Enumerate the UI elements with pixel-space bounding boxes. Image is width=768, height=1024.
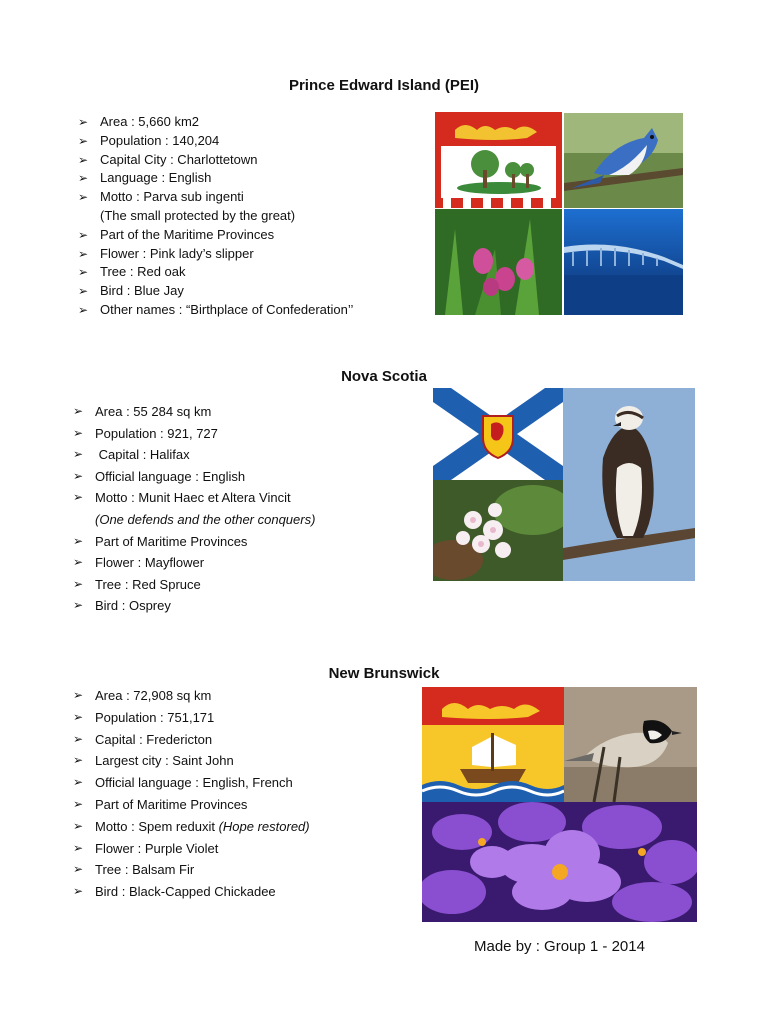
- chickadee-image: [564, 687, 697, 802]
- list-item: ➢ Largest city : Saint John: [73, 750, 310, 772]
- purple-violet-image: [422, 802, 697, 922]
- bullet-arrow-icon: ➢: [73, 796, 84, 811]
- list-item: ➢ Motto : Munit Haec et Altera Vincit: [73, 487, 315, 509]
- bullet-arrow-icon: ➢: [73, 862, 84, 877]
- list-item: ➢ Population : 140,204: [78, 132, 353, 151]
- bullet-arrow-icon: ➢: [73, 533, 84, 548]
- list-item: ➢ Area : 55 284 sq km: [73, 401, 315, 423]
- list-item: ➢ Population : 921, 727: [73, 423, 315, 445]
- list-item: ➢ Bird : Black-Capped Chickadee: [73, 881, 310, 903]
- list-item: ➢ Area : 72,908 sq km: [73, 685, 310, 707]
- list-item: ➢ Area : 5,660 km2: [78, 113, 353, 132]
- list-item: ➢ Flower : Purple Violet: [73, 838, 310, 860]
- bullet-arrow-icon: ➢: [73, 425, 84, 440]
- bullet-arrow-icon: ➢: [78, 265, 89, 280]
- bullet-arrow-icon: ➢: [73, 576, 84, 591]
- bullet-arrow-icon: ➢: [73, 468, 84, 483]
- bullet-arrow-icon: ➢: [78, 152, 89, 167]
- list-item: ➢ Part of Maritime Provinces: [73, 794, 310, 816]
- bullet-arrow-icon: ➢: [73, 709, 84, 724]
- list-item: ➢ Flower : Mayflower: [73, 552, 315, 574]
- list-item: (The small protected by the great): [100, 207, 296, 223]
- bullet-arrow-icon: ➢: [73, 555, 84, 570]
- bullet-arrow-icon: ➢: [78, 190, 89, 205]
- bullet-arrow-icon: ➢: [73, 447, 84, 462]
- osprey-image: [563, 388, 695, 581]
- bullet-arrow-icon: ➢: [78, 133, 89, 148]
- nova-scotia-title: Nova Scotia: [341, 368, 427, 385]
- list-item: ➢ Language : English: [78, 169, 353, 188]
- bullet-arrow-icon: ➢: [73, 840, 84, 855]
- confederation-bridge-image: [564, 209, 683, 315]
- bullet-arrow-icon: ➢: [73, 818, 84, 833]
- bullet-arrow-icon: ➢: [78, 171, 89, 186]
- bullet-arrow-icon: ➢: [73, 490, 84, 505]
- bullet-arrow-icon: ➢: [73, 884, 84, 899]
- list-item: ➢ Part of Maritime Provinces: [73, 531, 315, 553]
- bullet-arrow-icon: ➢: [73, 731, 84, 746]
- bullet-arrow-icon: ➢: [78, 302, 89, 317]
- new-brunswick-title: New Brunswick: [328, 665, 440, 682]
- pei-flag-image: [435, 112, 562, 208]
- list-item: ➢ Official language : English: [73, 466, 315, 488]
- pei-title: Prince Edward Island (PEI): [288, 77, 480, 94]
- bullet-arrow-icon: ➢: [73, 775, 84, 790]
- list-item: ➢ Flower : Pink lady’s slipper: [78, 245, 353, 264]
- list-item: ➢ Capital : Halifax: [73, 444, 315, 466]
- list-item: ➢ Motto : Parva sub ingenti: [78, 188, 353, 207]
- list-item: ➢ Motto : Spem reduxit (Hope restored): [73, 816, 310, 838]
- list-item: ➢ Bird : Osprey: [73, 595, 315, 617]
- bullet-arrow-icon: ➢: [73, 404, 84, 418]
- list-item: ➢ Capital : Fredericton: [73, 729, 310, 751]
- list-item: ➢ Other names : “Birthplace of Confederation’’: [78, 301, 353, 320]
- bullet-arrow-icon: ➢: [73, 598, 84, 613]
- mayflower-image: [433, 480, 563, 581]
- footer-credit: Made by : Group 1 - 2014: [474, 938, 645, 955]
- list-item: ➢ Tree : Balsam Fir: [73, 859, 310, 881]
- list-item: ➢ Official language : English, French: [73, 772, 310, 794]
- bullet-arrow-icon: ➢: [78, 115, 89, 129]
- bullet-arrow-icon: ➢: [78, 284, 89, 299]
- list-item: ➢ Tree : Red Spruce: [73, 574, 315, 596]
- list-item: (One defends and the other conquers): [95, 511, 316, 527]
- bullet-arrow-icon: ➢: [78, 246, 89, 261]
- bullet-arrow-icon: ➢: [73, 688, 84, 702]
- list-item: ➢ Population : 751,171: [73, 707, 310, 729]
- new-brunswick-flag-image: [422, 687, 564, 802]
- blue-jay-image: [564, 113, 683, 208]
- new-brunswick-fact-list: [73, 685, 310, 903]
- nova-scotia-fact-list: [73, 401, 315, 617]
- list-item: ➢ Tree : Red oak: [78, 263, 353, 282]
- bullet-arrow-icon: ➢: [73, 753, 84, 768]
- ladys-slipper-image: [435, 209, 562, 315]
- list-item: ➢ Part of the Maritime Provinces: [78, 226, 353, 245]
- list-item: ➢ Bird : Blue Jay: [78, 282, 353, 301]
- bullet-arrow-icon: ➢: [78, 227, 89, 242]
- list-item: ➢ Capital City : Charlottetown: [78, 151, 353, 170]
- pei-fact-list: [78, 113, 353, 320]
- nova-scotia-flag-image: [433, 388, 563, 480]
